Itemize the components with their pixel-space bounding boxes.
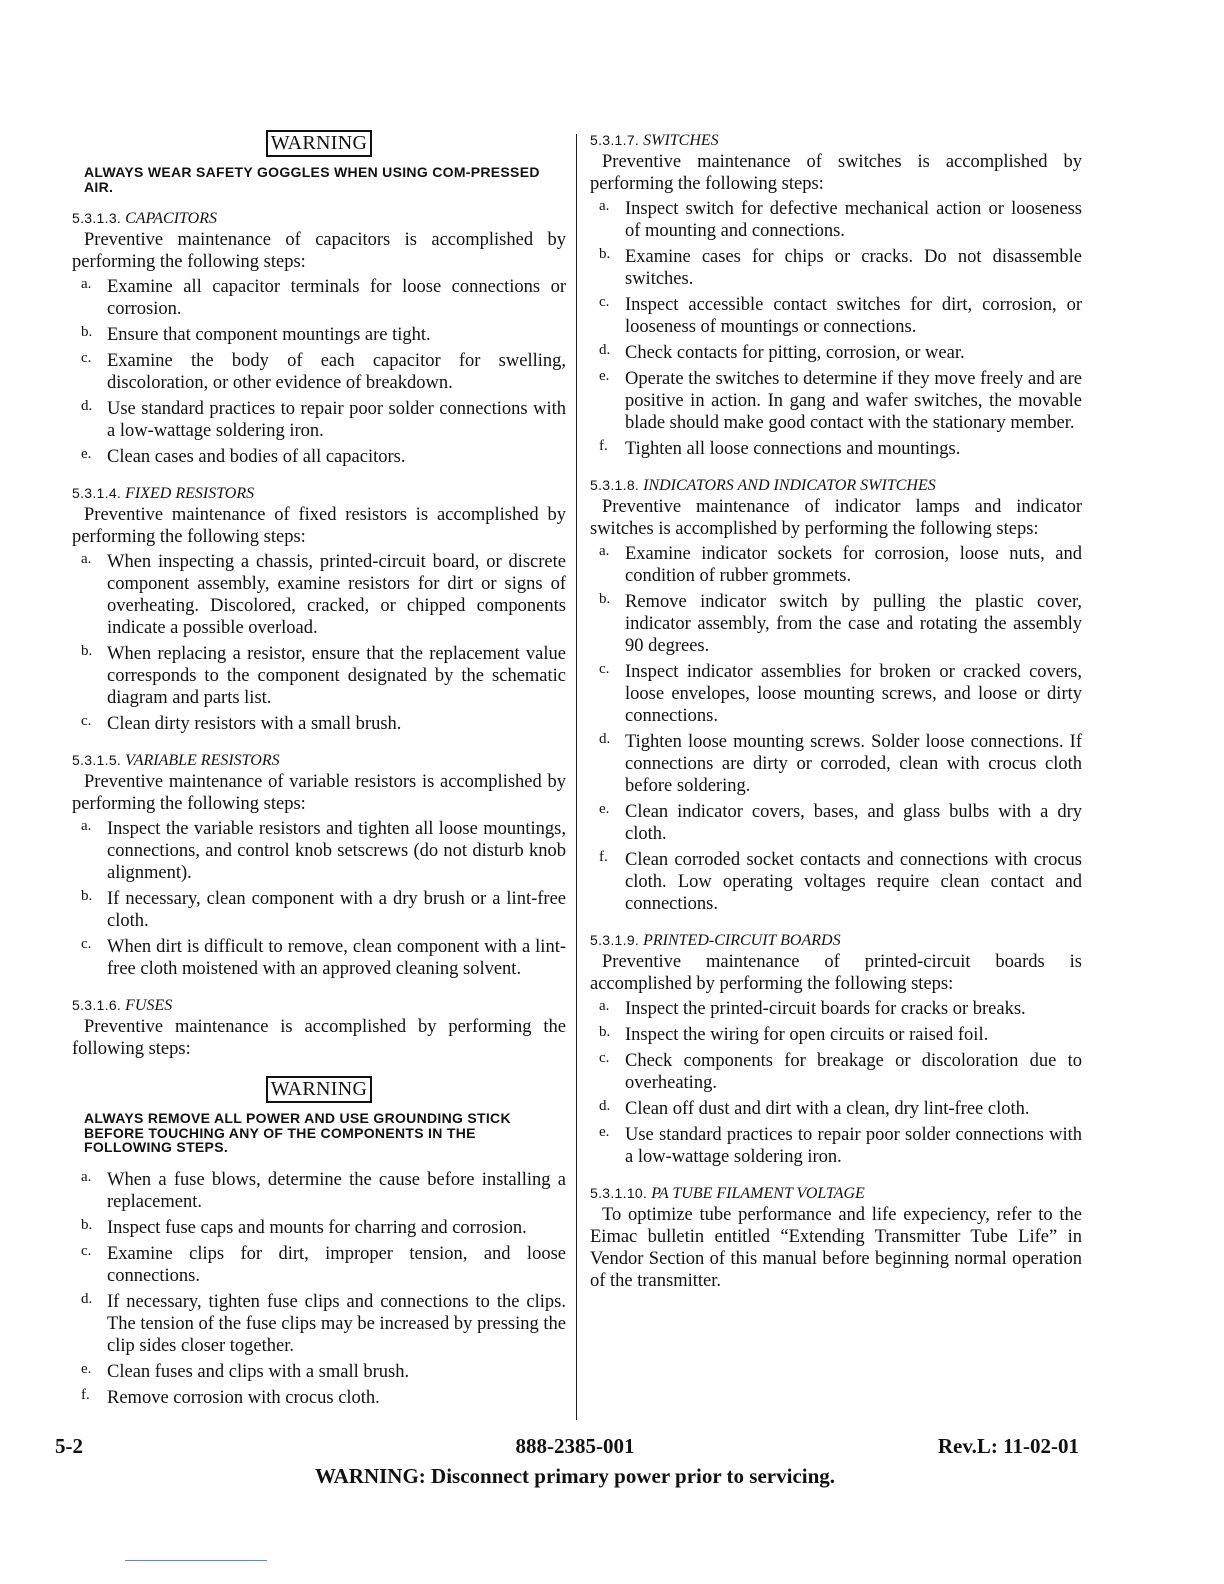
list-item: b. Remove indicator switch by pulling the plastic cover, indicator assembly, from the case and rotating the assembly 90 degrees.: [599, 591, 1082, 656]
list-item: a. Inspect the printed-circuit boards for cracks or breaks.: [599, 998, 1026, 1019]
list-item: e. Clean fuses and clips with a small brush.: [81, 1360, 410, 1382]
list-item: c. Examine clips for dirt, improper tension, and loose connections.: [81, 1242, 566, 1286]
section-heading: 5.3.1.6. FUSES: [72, 997, 173, 1014]
page-number: 5-2: [55, 1434, 83, 1458]
section-heading: 5.3.1.5. VARIABLE RESISTORS: [72, 752, 280, 769]
section-intro: Preventive maintenance of capacitors is accomplished by performing the following steps:: [72, 230, 566, 272]
section-heading: 5.3.1.3. CAPACITORS: [72, 210, 217, 227]
section-intro: Preventive maintenance of printed-circuit boards is accomplished by performing the following steps:: [590, 952, 1082, 994]
list-item: f. Remove corrosion with crocus cloth.: [81, 1386, 380, 1408]
section-intro: Preventive maintenance of fixed resistors is accomplished by performing the following steps:: [72, 505, 566, 547]
warning-text: ALWAYS WEAR SAFETY GOGGLES WHEN USING COM-PRESSED AIR.: [84, 164, 540, 195]
section-fuses: [72, 995, 566, 1409]
section-intro: Preventive maintenance of indicator lamps and indicator switches is accomplished by performing the following steps:: [590, 497, 1082, 539]
warning-box-1: [72, 130, 566, 157]
right-column: [590, 130, 1082, 1295]
section-capacitors: [72, 208, 566, 468]
list-item: c. Inspect indicator assemblies for broken or cracked covers, loose envelopes, loose mounting screws, and loose or dirty connections.: [599, 661, 1082, 726]
list-item: b. If necessary, clean component with a dry brush or a lint-free cloth.: [81, 888, 566, 931]
list-item: d. Use standard practices to repair poor solder connections with a low-wattage soldering iron.: [81, 398, 566, 441]
list-item: c. Check components for breakage or discoloration due to overheating.: [599, 1050, 1082, 1093]
list-item: e. Operate the switches to determine if they move freely and are positive in action. In gang and wafer switches, the movable blade should make good contact with the stationary member.: [599, 368, 1082, 433]
section-intro: Preventive maintenance is accomplished by performing the following steps:: [72, 1017, 566, 1059]
list-item: b. Inspect fuse caps and mounts for charring and corrosion.: [81, 1216, 527, 1238]
section-intro: Preventive maintenance of switches is accomplished by performing the following steps:: [590, 152, 1082, 194]
list-item: c. When dirt is difficult to remove, clean component with a lint-free cloth moistened with an approved cleaning solvent.: [81, 936, 566, 979]
section-pcb: [590, 930, 1082, 1168]
list-item: c. Examine the body of each capacitor for swelling, discoloration, or other evidence of breakdown.: [81, 350, 566, 393]
list-item: e. Use standard practices to repair poor solder connections with a low-wattage soldering iron.: [599, 1124, 1082, 1167]
list-item: a. Examine all capacitor terminals for loose connections or corrosion.: [81, 276, 566, 319]
revision-label: Rev.L: 11-02-01: [937, 1434, 1079, 1458]
section-variable-resistors: [72, 750, 566, 980]
list-item: e. Clean indicator covers, bases, and glass bulbs with a dry cloth.: [599, 801, 1082, 844]
list-item: b. When replacing a resistor, ensure that the replacement value corresponds to the component designated by the schematic diagram and parts list.: [81, 643, 566, 708]
list-item: a. Examine indicator sockets for corrosion, loose nuts, and condition of rubber grommets.: [599, 543, 1082, 586]
warning-box-2: [72, 1076, 566, 1103]
list-item: d. Check contacts for pitting, corrosion, or wear.: [599, 342, 965, 363]
list-item: a. Inspect the variable resistors and tighten all loose mountings, connections, and control knob setscrews (do not disturb knob alignment).: [81, 818, 566, 883]
list-item: f. Tighten all loose connections and mountings.: [599, 438, 961, 459]
section-indicators: [590, 475, 1082, 915]
section-heading: 5.3.1.10. PA TUBE FILAMENT VOLTAGE: [590, 1185, 865, 1202]
section-switches: [590, 130, 1082, 460]
section-heading: 5.3.1.7. SWITCHES: [590, 132, 719, 149]
list-item: d. Clean off dust and dirt with a clean, dry lint-free cloth.: [599, 1098, 1030, 1119]
section-heading: 5.3.1.8. INDICATORS AND INDICATOR SWITCHES: [590, 477, 936, 494]
section-heading: 5.3.1.4. FIXED RESISTORS: [72, 485, 255, 502]
scan-mark-line: [125, 1560, 267, 1561]
document-number: 888-2385-001: [515, 1434, 635, 1458]
section-intro: To optimize tube performance and life expeciency, refer to the Eimac bulletin entitled “Extending Transmitter Tube Life” in Vendor Section of this manual before beginning normal operation of the transmitter.: [590, 1205, 1082, 1291]
section-fixed-resistors: [72, 483, 566, 735]
list-item: d. Tighten loose mounting screws. Solder loose connections. If connections are dirty or corroded, clean with crocus cloth before soldering.: [599, 731, 1082, 796]
list-item: b. Ensure that component mountings are tight.: [81, 324, 431, 345]
warning-label: WARNING: [266, 1076, 373, 1103]
list-item: c. Clean dirty resistors with a small brush.: [81, 713, 402, 734]
list-item: a. When a fuse blows, determine the cause before installing a replacement.: [81, 1168, 566, 1212]
warning-text: ALWAYS REMOVE ALL POWER AND USE GROUNDING STICK BEFORE TOUCHING ANY OF THE COMPONENTS IN THE FOLLOWING STEPS.: [84, 1110, 511, 1155]
section-intro: Preventive maintenance of variable resistors is accomplished by performing the following steps:: [72, 772, 566, 814]
footer-warning: WARNING: Disconnect primary power prior to servicing.: [314, 1464, 836, 1488]
section-heading: 5.3.1.9. PRINTED-CIRCUIT BOARDS: [590, 932, 841, 949]
warning-label: WARNING: [266, 130, 373, 157]
list-item: a. When inspecting a chassis, printed-circuit board, or discrete component assembly, examine resistors for dirt or signs of overheating. Discolored, cracked, or chipped components indicate a possible overload.: [81, 551, 566, 638]
column-divider: [576, 134, 577, 1420]
list-item: b. Examine cases for chips or cracks. Do not disassemble switches.: [599, 246, 1082, 289]
list-item: e. Clean cases and bodies of all capacitors.: [81, 446, 406, 467]
list-item: d. If necessary, tighten fuse clips and connections to the clips. The tension of the fuse clips may be increased by pressing the clip sides closer together.: [81, 1290, 566, 1356]
list-item: b. Inspect the wiring for open circuits or raised foil.: [599, 1024, 989, 1045]
list-item: a. Inspect switch for defective mechanical action or looseness of mounting and connections.: [599, 198, 1082, 241]
left-column: [72, 130, 566, 1413]
list-item: c. Inspect accessible contact switches for dirt, corrosion, or looseness of mountings or connections.: [599, 294, 1082, 337]
list-item: f. Clean corroded socket contacts and connections with crocus cloth. Low operating voltages require clean contact and connections.: [599, 849, 1082, 914]
section-pa-tube: [590, 1183, 1082, 1292]
